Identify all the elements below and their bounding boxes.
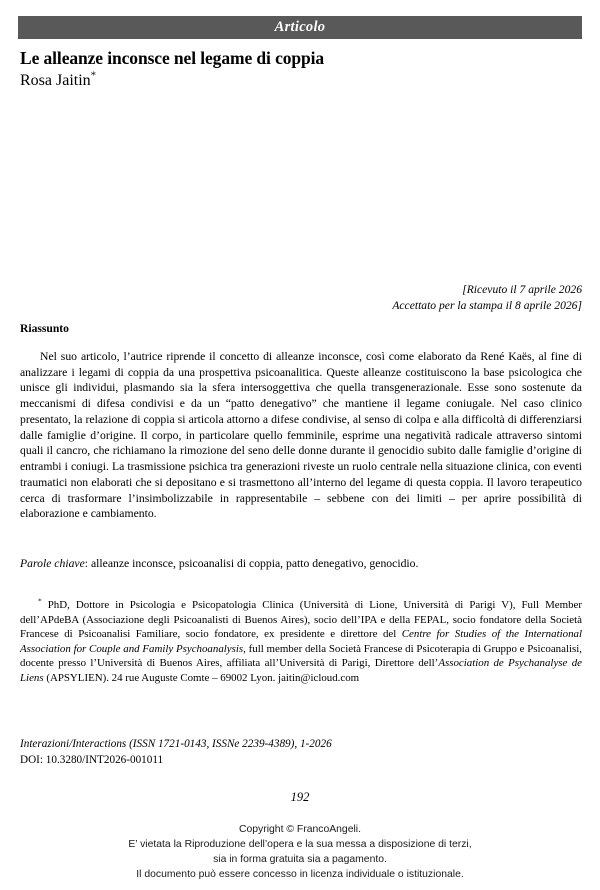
keywords-separator: : [84,557,91,570]
footnote-italic-2: Association de Psychanalyse de Liens [20,657,582,684]
title-block [20,48,582,91]
author-footnote-marker: * [90,70,97,83]
copyright-line-2: E’ vietata la Riproduzione dell’opera e la sua messa a disposizione di terzi, [128,838,472,850]
date-accepted: Accettato per la stampa il 8 aprile 2026] [392,299,582,313]
journal-citation [20,737,582,769]
abstract-body: Nel suo articolo, l’autrice riprende il concetto di alleanze inconsce, così come elaborato da René Kaës, al fine di analizzare i legami di coppia da una prospettiva psicoanalitica. Queste alleanze costituiscono la base psicologica che unisce gli individui, plasmando sia la sfera intersoggettiva che quella transgenerazionale. Esse sono sostenute da meccanismi di difesa condivisi e da un “patto denegativo” che mantiene il legame coniugale. Nel caso clinico presentato, la relazione di coppia si articola attorno a difese condivise, al senso di colpa e alla difficoltà di differenziarsi dalle famiglie d’origine. Il corpo, in particolare quello femminile, esprime una negatività radicale attraverso sintomi quali il cancro, che richiamano la rimozione del seno delle donne durante il genocidio subito dalle famiglie d’origine di entrambi i coniugi. La trasmissione psichica tra generazioni riveste un ruolo centrale nella situazione clinica, con eventi traumatici non elaborati che si depositano e si trasmettono all’interno del legame di questa coppia. Il lavoro terapeutico cerca di trasformare l’insimbolizzabile in rappresentabile – sebbene con dei limiti – per aprire possibilità di elaborazione e cambiamento. [20,350,582,521]
footnote-part-3: (APSYLIEN). 24 rue Auguste Comte – 69002 Lyon. jaitin@icloud.com [43,671,360,684]
keywords-values: alleanze inconsce, psicoanalisi di coppia, patto denegativo, genocidio. [90,557,419,570]
author-name: Rosa Jaitin [20,72,91,90]
page-title: Le alleanze inconsce nel legame di coppia [20,48,325,68]
author-footnote [20,598,582,685]
section-banner [18,16,582,39]
article-author [20,71,582,91]
copyright-footer [0,823,600,883]
section-banner-label: Articolo [274,19,326,35]
keywords-label: Parole chiave [20,557,85,570]
footnote-part-2: , full member della Società Francese di Psicoterapia di Gruppo e Psicoanalisi, docente presso l’Università di Buenos Aires, affiliata all’Università di Parigi, Direttore dell’ [20,642,582,670]
citation-doi-line: DOI: 10.3280/INT2026-001011 [20,753,164,766]
date-received: [Ricevuto il 7 aprile 2026 [462,283,582,296]
copyright-line-4: Il documento può essere concesso in licenza individuale o istituzionale. [136,868,464,880]
copyright-line-1: Copyright © FrancoAngeli. [238,824,361,835]
footnote-part-1: PhD, Dottore in Psicologia e Psicopatologia Clinica (Università di Lione, Università di Parigi V), Full Member dell’APdeBA (Associazione degli Psicoanalisti di Buenos Aires), socio dell’IPA e della FEPAL, socio fondatore della Società Francese di Psicoanalisi Familiare, socio fondatore, ex presidente e direttore del [20,599,582,641]
footnote-italic-1: Centre for Studies of the International Association for Couple and Family Psychoanalysis [20,628,582,655]
publication-dates [122,282,582,315]
copyright-line-3: sia in forma gratuita sia a pagamento. [213,853,387,865]
footnote-marker: * [38,596,42,606]
citation-journal-line: Interazioni/Interactions (ISSN 1721-0143, ISSNe 2239-4389), 1-2026 [20,738,332,750]
abstract-heading: Riassunto [20,322,69,335]
keywords-line [20,556,582,572]
page-number: 192 [290,790,310,804]
